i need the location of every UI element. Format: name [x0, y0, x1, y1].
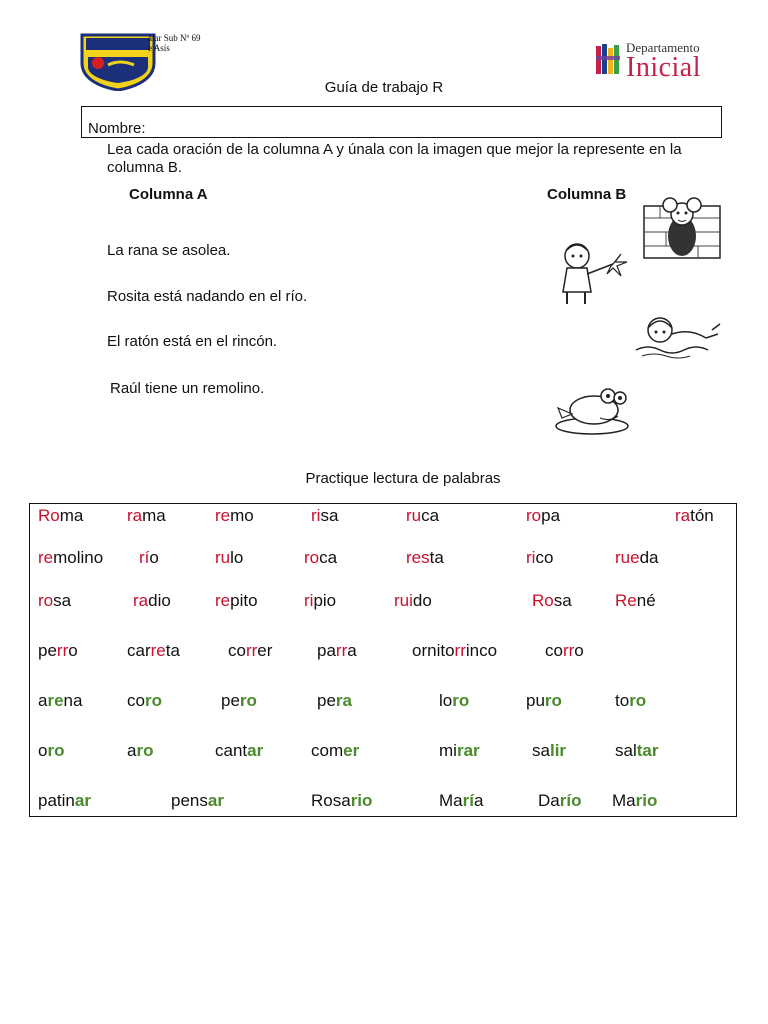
sentence-3: El ratón está en el rincón.	[107, 333, 278, 350]
highlighted-syllable: res	[406, 548, 430, 567]
highlighted-syllable: rar	[456, 741, 480, 760]
word-segment: lo	[439, 691, 453, 710]
word-segment: pa	[317, 641, 336, 660]
highlighted-syllable: rr	[454, 641, 466, 660]
highlighted-syllable: rui	[394, 591, 413, 610]
practice-word	[615, 548, 659, 568]
instruction-text: Lea cada oración de la columna A y únala con la imagen que mejor la represente en la columna B.	[107, 141, 682, 176]
highlighted-syllable: ru	[215, 548, 231, 567]
highlighted-syllable: rr	[562, 641, 575, 660]
word-segment: a	[127, 741, 137, 760]
practice-word	[615, 691, 646, 711]
word-segment: cant	[215, 741, 248, 760]
boy-pinwheel-picture	[555, 240, 631, 308]
highlighted-syllable: Ro	[38, 506, 60, 525]
highlighted-syllable: río	[559, 791, 582, 810]
word-segment: co	[127, 691, 145, 710]
word-segment: inco	[465, 641, 498, 660]
highlighted-syllable: ro	[526, 506, 542, 525]
practice-word	[675, 506, 714, 526]
practice-word	[439, 741, 480, 761]
highlighted-syllable: ra	[335, 691, 352, 710]
practice-word	[439, 691, 469, 711]
highlighted-syllable: Ro	[532, 591, 554, 610]
word-segment: patin	[38, 791, 75, 810]
word-segment: Da	[538, 791, 560, 810]
highlighted-syllable: ra	[127, 506, 143, 525]
practice-word	[412, 641, 497, 661]
word-segment: pe	[38, 641, 57, 660]
practice-word	[439, 791, 483, 811]
practice-word	[532, 591, 572, 611]
highlighted-syllable: ar	[74, 791, 91, 810]
word-segment: né	[636, 591, 656, 610]
practice-word	[38, 791, 91, 811]
highlighted-syllable: rue	[615, 548, 640, 567]
highlighted-syllable: rr	[56, 641, 69, 660]
swimming-girl-picture	[632, 310, 724, 360]
practice-word	[133, 591, 171, 611]
highlighted-syllable: ri	[311, 506, 321, 525]
mouse-picture	[640, 196, 726, 262]
practice-word	[304, 591, 336, 611]
practice-word	[406, 548, 444, 568]
word-segment: com	[311, 741, 344, 760]
practice-word	[394, 591, 432, 611]
highlighted-syllable: ar	[247, 741, 264, 760]
frog-picture	[552, 382, 634, 438]
word-segment: sa	[320, 506, 339, 525]
highlighted-syllable: ro	[144, 691, 162, 710]
practice-word	[139, 548, 159, 568]
practice-word	[127, 641, 180, 661]
word-segment: to	[615, 691, 630, 710]
highlighted-syllable: rr	[335, 641, 348, 660]
practice-word	[38, 691, 82, 711]
word-segment: sa	[553, 591, 572, 610]
word-segment: sa	[53, 591, 72, 610]
practice-word	[532, 741, 566, 761]
word-segment: sal	[615, 741, 637, 760]
highlighted-syllable: tar	[636, 741, 659, 760]
practice-word	[311, 741, 359, 761]
practice-word	[406, 506, 439, 526]
word-segment: co	[545, 641, 563, 660]
school-info	[148, 33, 201, 53]
highlighted-syllable: rio	[635, 791, 658, 810]
practice-word	[526, 548, 553, 568]
highlighted-syllable: ra	[675, 506, 691, 525]
practice-word	[317, 691, 352, 711]
name-field-box	[81, 106, 722, 138]
highlighted-syllable: ro	[452, 691, 470, 710]
word-segment: a	[38, 691, 48, 710]
column-b-heading: Columna B	[547, 186, 627, 203]
highlighted-syllable: ru	[406, 506, 422, 525]
word-segment: ta	[165, 641, 180, 660]
highlighted-syllable: ri	[304, 591, 314, 610]
practice-word	[215, 506, 254, 526]
practice-word	[171, 791, 224, 811]
practice-word	[615, 591, 656, 611]
word-segment: mi	[439, 741, 457, 760]
word-segment: er	[257, 641, 273, 660]
word-segment: lo	[230, 548, 244, 567]
highlighted-syllable: ro	[136, 741, 154, 760]
practice-word	[317, 641, 357, 661]
highlighted-syllable: rio	[350, 791, 373, 810]
highlighted-syllable: ra	[133, 591, 149, 610]
word-segment: pu	[526, 691, 545, 710]
word-segment: a	[347, 641, 357, 660]
practice-word	[221, 691, 257, 711]
highlighted-syllable: ri	[526, 548, 536, 567]
sentence-2: Rosita está nadando en el río.	[107, 288, 308, 305]
department-name: Inicial	[626, 52, 702, 83]
school-line-1: alar Sub Nº 69	[148, 33, 201, 43]
word-segment: Ma	[439, 791, 463, 810]
page-title: Guía de trabajo R	[324, 79, 444, 96]
highlighted-syllable: ro	[544, 691, 562, 710]
word-segment: ornito	[412, 641, 455, 660]
practice-word	[526, 506, 560, 526]
practice-word	[215, 741, 263, 761]
practice-word	[615, 741, 658, 761]
highlighted-syllable: rr	[245, 641, 258, 660]
word-segment: o	[149, 548, 159, 567]
highlighted-syllable: ro	[239, 691, 257, 710]
word-segment: ca	[319, 548, 338, 567]
department-label: Departamento	[626, 40, 700, 55]
practice-word	[127, 506, 166, 526]
practice-word	[38, 641, 78, 661]
highlighted-syllable: er	[343, 741, 360, 760]
practice-word	[612, 791, 657, 811]
highlighted-syllable: ro	[629, 691, 647, 710]
practice-word	[311, 506, 338, 526]
sentence-4: Raúl tiene un remolino.	[110, 380, 265, 397]
highlighted-syllable: re	[215, 506, 231, 525]
practice-title: Practique lectura de palabras	[305, 470, 501, 487]
practice-word	[538, 791, 581, 811]
highlighted-syllable: lir	[549, 741, 567, 760]
highlighted-syllable: ro	[47, 741, 65, 760]
word-segment: o	[68, 641, 78, 660]
highlighted-syllable: re	[150, 641, 166, 660]
word-segment: Rosa	[311, 791, 351, 810]
word-segment: mo	[230, 506, 254, 525]
highlighted-syllable: rí	[139, 548, 150, 567]
word-segment: pe	[317, 691, 336, 710]
word-segment: da	[639, 548, 659, 567]
highlighted-syllable: rí	[462, 791, 474, 810]
highlighted-syllable: ar	[207, 791, 224, 810]
word-segment: do	[412, 591, 432, 610]
highlighted-syllable: re	[215, 591, 231, 610]
word-segment: co	[535, 548, 554, 567]
word-segment: dio	[148, 591, 171, 610]
word-segment: pe	[221, 691, 240, 710]
word-segment: car	[127, 641, 151, 660]
word-segment: molino	[53, 548, 104, 567]
highlighted-syllable: re	[47, 691, 64, 710]
practice-word	[38, 591, 71, 611]
word-segment: ma	[142, 506, 166, 525]
practice-word	[526, 691, 562, 711]
practice-word	[215, 548, 243, 568]
word-segment: pio	[313, 591, 337, 610]
word-segment: o	[574, 641, 584, 660]
column-a-heading: Columna A	[129, 186, 208, 203]
word-segment: pa	[541, 506, 561, 525]
department-mark-icon	[596, 42, 624, 78]
practice-word	[127, 741, 153, 761]
practice-word	[228, 641, 272, 661]
highlighted-syllable: ro	[38, 591, 54, 610]
word-segment: Ma	[612, 791, 636, 810]
practice-word	[127, 691, 162, 711]
practice-word	[304, 548, 337, 568]
word-segment: a	[473, 791, 484, 810]
word-segment: sa	[532, 741, 550, 760]
word-segment: co	[228, 641, 246, 660]
word-segment: pito	[230, 591, 258, 610]
word-segment: pens	[171, 791, 208, 810]
word-segment: tón	[690, 506, 714, 525]
practice-word	[38, 548, 103, 568]
highlighted-syllable: ro	[304, 548, 320, 567]
practice-word	[311, 791, 372, 811]
practice-word	[38, 506, 83, 526]
word-segment: na	[63, 691, 83, 710]
department-logo	[596, 38, 724, 82]
practice-word	[215, 591, 258, 611]
word-segment: ca	[421, 506, 440, 525]
highlighted-syllable: re	[38, 548, 54, 567]
highlighted-syllable: Re	[615, 591, 637, 610]
school-line-2: e Asís	[148, 43, 170, 53]
word-segment: ma	[59, 506, 84, 525]
practice-word	[38, 741, 64, 761]
sentence-1: La rana se asolea.	[107, 242, 231, 259]
name-label: Nombre:	[88, 120, 146, 137]
word-segment: o	[38, 741, 48, 760]
word-segment: ta	[429, 548, 444, 567]
practice-word	[545, 641, 584, 661]
